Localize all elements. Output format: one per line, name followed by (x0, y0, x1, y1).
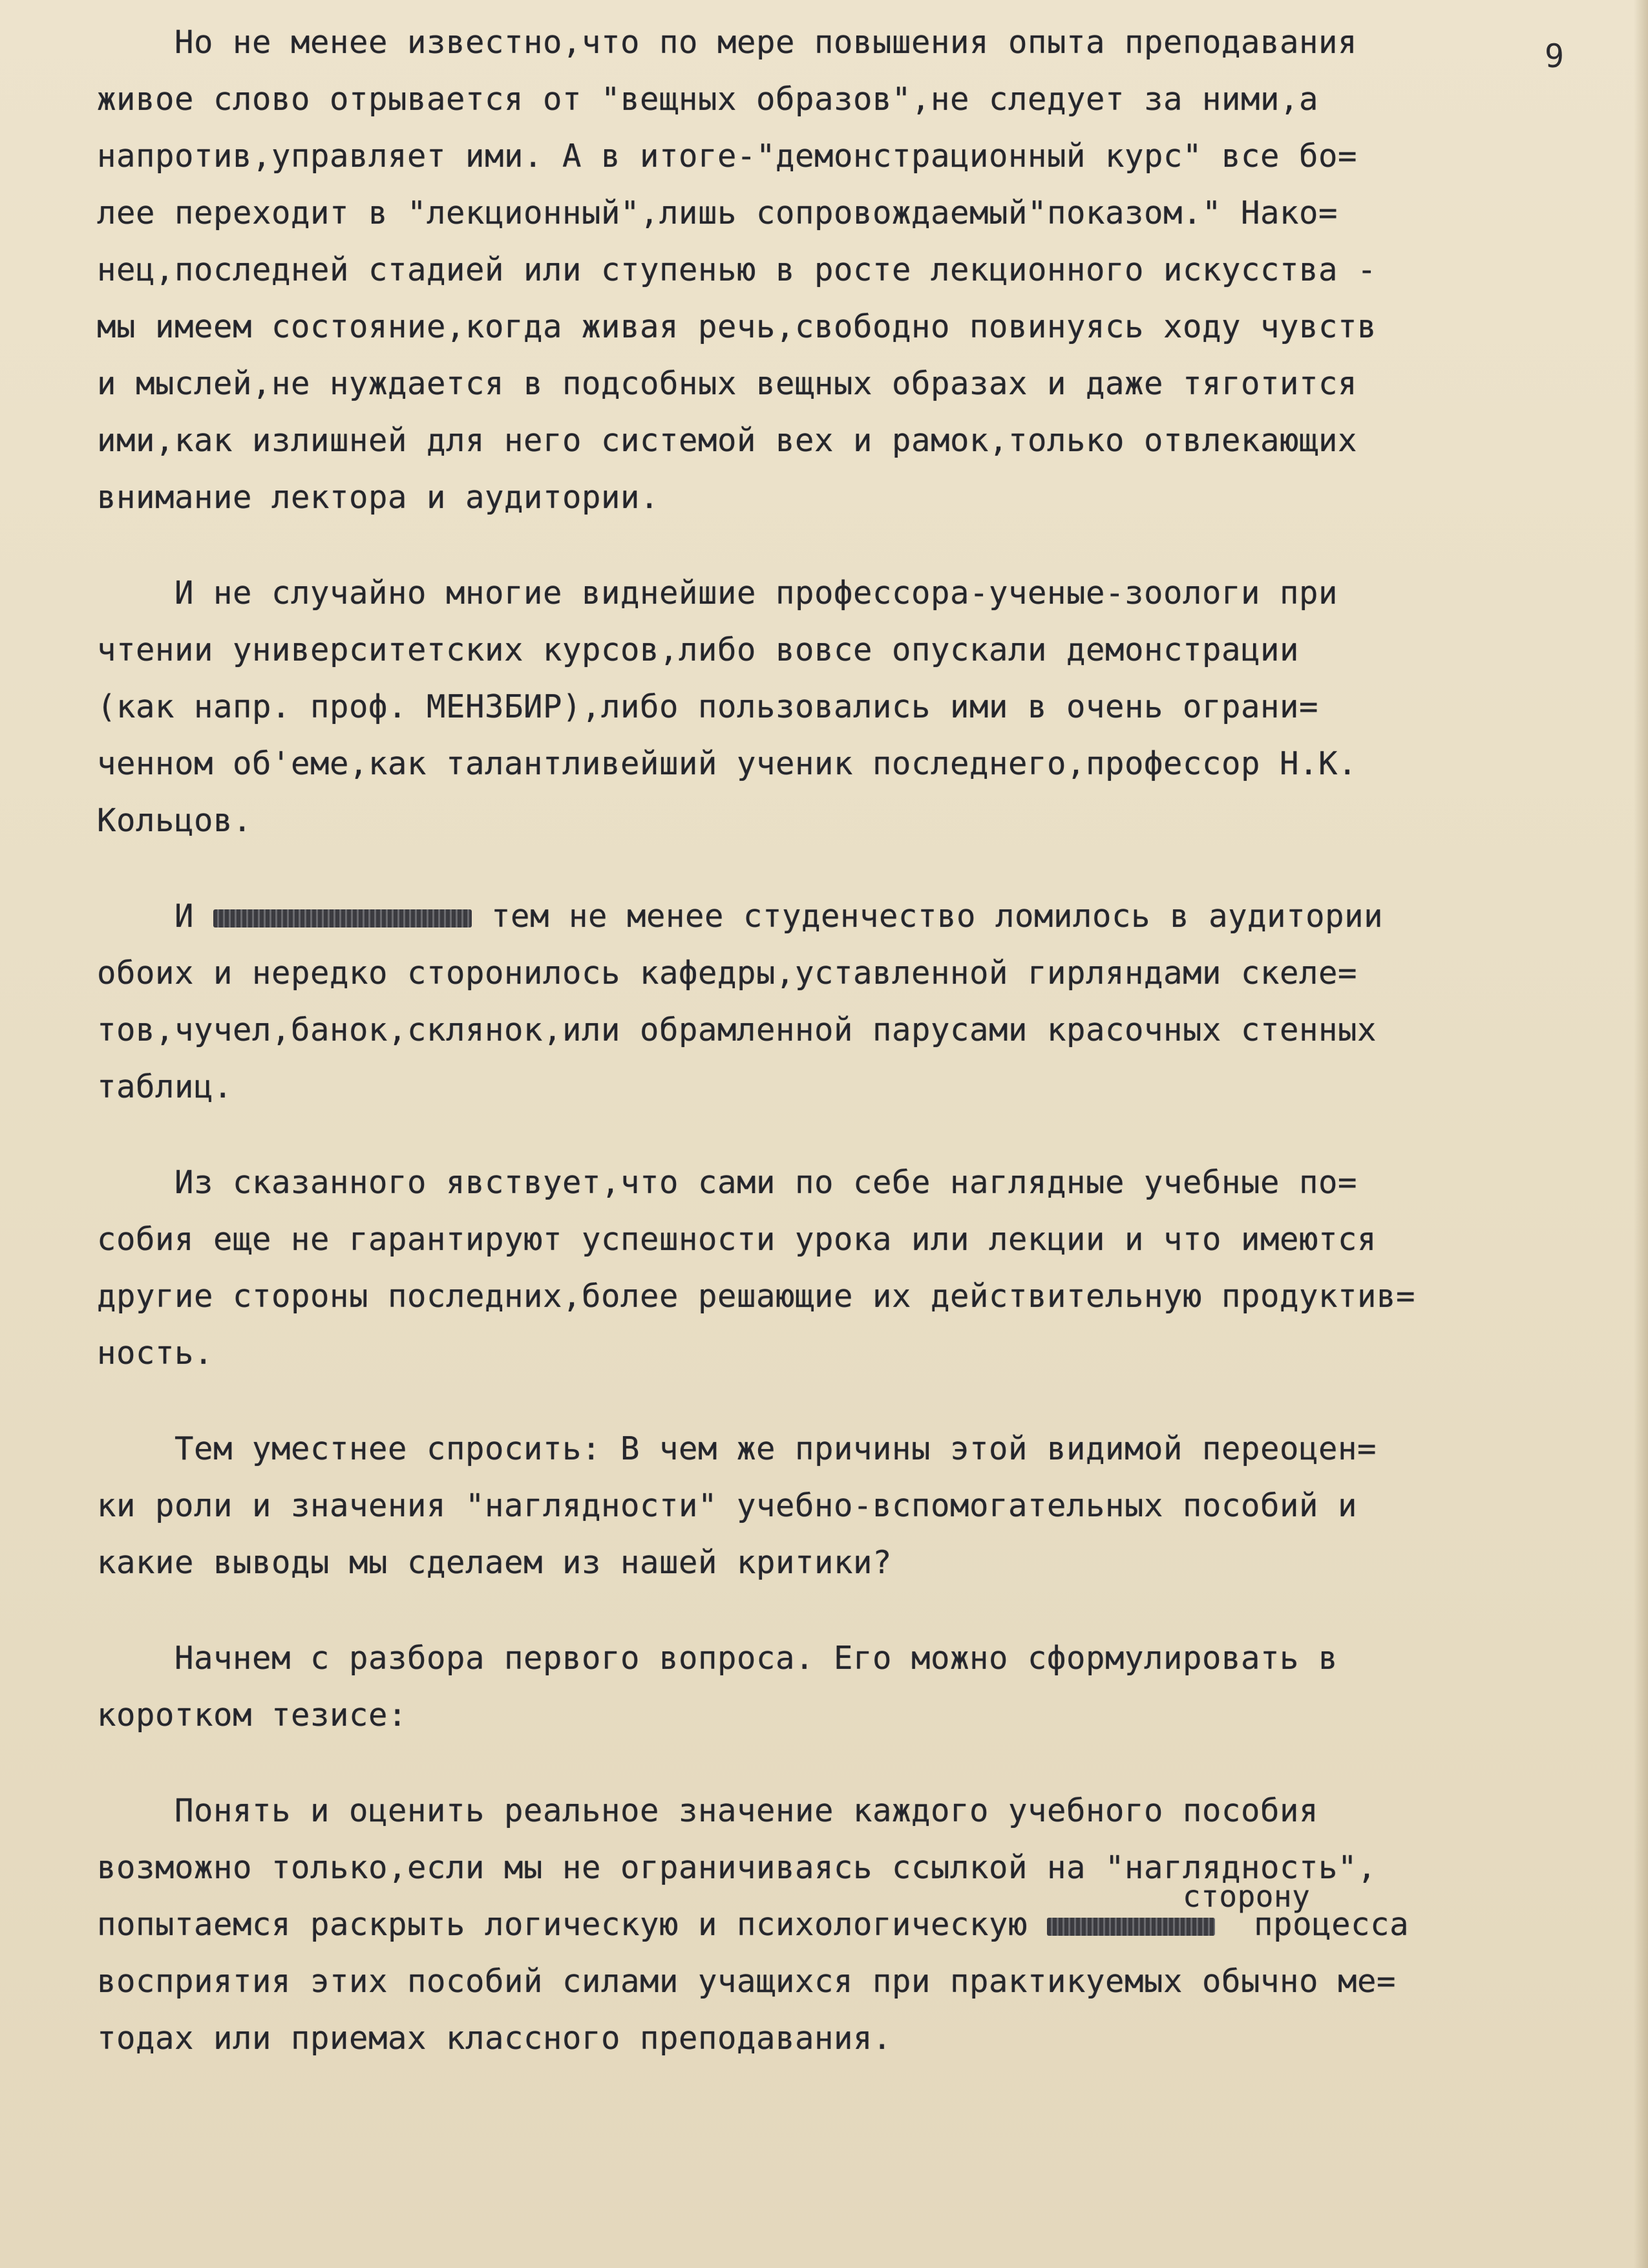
text-line: живое слово отрывается от "вещных образов",не следует за ними,а (97, 81, 1319, 118)
text-line: напротив,управляет ими. А в итоге-"демонстрационный курс" все бо= (97, 138, 1358, 175)
paragraph-1 (97, 14, 1570, 526)
text-line: ими,как излишней для него системой вех и рамок,только отвлекающих (97, 422, 1358, 459)
text-line: внимание лектора и аудитории. (97, 479, 660, 516)
text-line: Понять и оценить реальное значение каждого учебного пособия (97, 1792, 1319, 1829)
text-line: какие выводы мы сделаем из нашей критики? (97, 1544, 893, 1581)
text-line: тодах или приемах классного преподавания. (97, 2020, 893, 2057)
paragraph-2 (97, 565, 1570, 849)
text-line: мы имеем состояние,когда живая речь,свободно повинуясь ходу чувств (97, 308, 1377, 345)
text-line: и мыслей,не нуждается в подсобных вещных образах и даже тяготится (97, 365, 1358, 402)
text-line (97, 888, 1570, 945)
paragraph-5 (97, 1421, 1570, 1591)
page-edge-shadow (1634, 0, 1648, 2268)
text-line: Тем уместнее спросить: В чем же причины этой видимой переоцен= (97, 1430, 1377, 1467)
text-line: тов,чучел,банок,склянок,или обрамленной парусами красочных стенных (97, 1012, 1377, 1048)
text-line: Начнем с разбора первого вопроса. Его можно сформулировать в (97, 1640, 1338, 1677)
text-line: возможно только,если мы не ограничиваясь ссылкой на "наглядность", (97, 1849, 1377, 1886)
typewritten-text (97, 14, 1570, 2067)
paragraph-4 (97, 1154, 1570, 1382)
text-line: ность. (97, 1335, 214, 1372)
text-line: Кольцов. (97, 802, 253, 839)
text-line: другие стороны последних,более решающие их действительную продуктив= (97, 1278, 1416, 1315)
line-start: И (97, 898, 195, 935)
text-line: Но не менее известно,что по мере повышения опыта преподавания (97, 24, 1358, 61)
text-line: лее переходит в "лекционный",лишь сопровождаемый"показом." Нако= (97, 195, 1338, 231)
text-line: (как напр. проф. МЕНЗБИР),либо пользовались ими в очень ограни= (97, 688, 1319, 725)
text-line: Из сказанного явствует,что сами по себе наглядные учебные по= (97, 1164, 1358, 1201)
line-rest: тем не менее студенчество ломилось в аудитории (491, 898, 1384, 935)
text-line: собия еще не гарантируют успешности урока или лекции и что имеются (97, 1221, 1377, 1258)
line-rest: процесса (1254, 1906, 1410, 1943)
text-line: ченном об'еме,как талантливейший ученик последнего,профессор Н.К. (97, 745, 1358, 782)
text-line: ки роли и значения "наглядности" учебно-вспомогательных пособий и (97, 1487, 1358, 1524)
text-line: нец,последней стадией или ступенью в росте лекционного искусства - (97, 251, 1377, 288)
text-line: И не случайно многие виднейшие профессора-ученые-зоологи при (97, 575, 1338, 611)
paragraph-7 (97, 1783, 1570, 2067)
handwritten-insertion: сторону (1183, 1879, 1311, 1914)
text-line: коротком тезисе: (97, 1697, 408, 1733)
paragraph-3 (97, 888, 1570, 1116)
text-line: таблиц. (97, 1068, 233, 1105)
text-line: чтении университетских курсов,либо вовсе опускали демонстрации (97, 631, 1300, 668)
text-line: восприятия этих пособий силами учащихся при практикуемых обычно ме= (97, 1963, 1397, 2000)
page-number: 9 (1545, 37, 1565, 75)
text-line (97, 1879, 1570, 1953)
line-start: попытаемся раскрыть логическую и психологическую (97, 1906, 1028, 1943)
paragraph-6 (97, 1630, 1570, 1744)
text-line: обоих и нередко сторонилось кафедры,уставленной гирляндами скеле= (97, 955, 1358, 991)
struck-out-word (213, 909, 472, 927)
